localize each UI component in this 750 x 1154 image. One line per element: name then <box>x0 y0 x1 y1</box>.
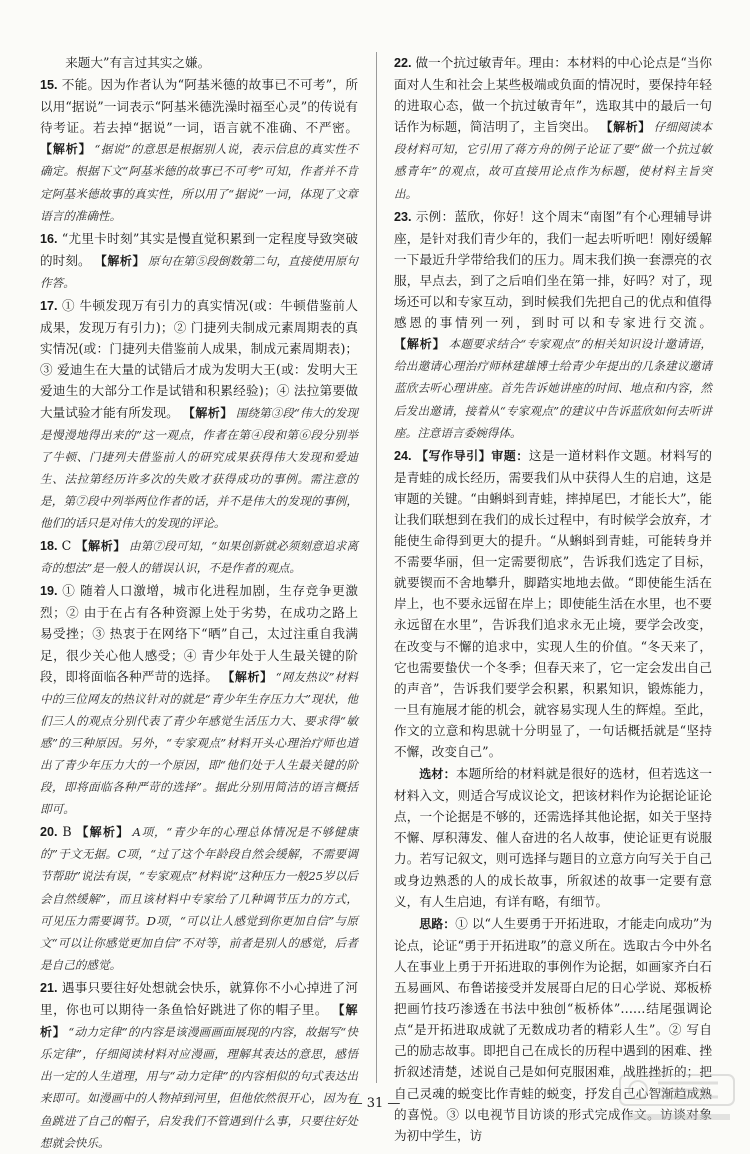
answer-text: 遇事只要往好处想就会快乐，就算你不小心掉进了河里，你也可以期待一条鱼恰好跳进了你的帽子里。 <box>40 979 359 1018</box>
analysis-text: 本题要求结合“专家观点”的相关知识设计邀请语，给出邀请心理治疗师林建雄博士给青少年提出的几条建议邀请蓝欣去听心理讲座。首先告诉她讲座的时间、地点和内容，然后发出邀请，接着从“专家观点”的建议中告诉蓝欣如何去听讲座。注意语言委婉得体。 <box>394 337 712 440</box>
question-number: 16. <box>40 231 58 246</box>
answer-text: C <box>61 538 72 554</box>
section-body: 这是一道材料作文题。材料写的是青蛙的成长经历，需要我们从中获得人生的启迪，这是审题的关键。“由蝌蚪到青蛙，摔掉尾巴，才能长大”，能让我们联想到在我们的成长过程中，有时候学会放弃，才能使生命得到更大的提升。“从蝌蚪到青蛙，可能转身并不需要华丽，但一定需要彻底”，告诉我们选定了目标，就要锲而不舍地攀升，脚踏实地地去做。“即使能生活在岸上，也不要永远留在岸上；即使能生活在水里，也不要永远留在水里”，告诉我们追求永无止境，要学会改变，在改变与不懈的追求中，实现人生的价值。“冬天来了，它也需要蛰伏一个冬季；但春天来了，它一定会发出自己的声音”，告诉我们要学会积累，积累知识，锻炼能力，一旦有施展才能的机会，就容易实现人生的辉煌。至此，作文的立意和构思就十分明显了，一句话概括就是“坚持不懈，改变自己”。 <box>394 447 712 759</box>
answer-text: 示例：蓝欣，你好！这个周末“南图”有个心理辅导讲座，是针对我们青少年的，我们一起去听听吧！刚好缓解一下最近升学带给我们的压力。周末我们换一套漂亮的衣服，早点去，到了之后咱们坐在第一排，好吗？对了，现场还可以和专家互动，到时候我们先把自己的优点和值得感恩的事情列一列，到时可以和专家进行交流。 <box>394 208 712 331</box>
watermark-logo <box>618 1073 736 1125</box>
analysis-text: “据说”的意思是根据别人说，表示信息的真实性不确定。根据下文“阿基米德的故事已不可考”可知，作者并不肯定阿基米德故事的真实性，所以用了“据说”一词，体现了文章语言的准确性。 <box>40 142 358 223</box>
analysis-label: 【解析】 <box>394 337 446 352</box>
analysis-text: “网友热议”材料中的三位网友的热议针对的就是“青少年生存压力大”现状，他们三人的观点分别代表了青少年感觉生活压力大、要求得“敏感”的三种原因。另外，“专家观点”材料开头心理治疗师也道出了青少年压力大的一个原因，即“他们处于人生最关键的阶段，即将面临各种严苛的选择”。据此分别用简洁的语言概括即可。 <box>40 669 358 817</box>
analysis-text: “动力定律”的内容是该漫画画面展现的内容，故据写“快乐定律”，仔细阅读材料对应漫画，理解其表达的意思，感悟出一定的人生道理，用与“动力定律”的内容相似的句式表达出来即可。如漫画中的人物掉到河里，但他依然很开心，因为有鱼跳进了自己的帽子，启发我们不管遇到什么事，只要往好处想就会快乐。 <box>40 1025 358 1150</box>
question-number: 20. <box>40 825 58 840</box>
section-body: ① 以“人生要勇于开拓进取，才能走向成功”为论点，论证“勇于开拓进取”的意义所在。选取古今中外名人在事业上勇于开拓进取的事例作为论据，如画家齐白石五易画风、布鲁诺接受并发展哥白尼的日心学说、郑板桥把画竹技巧渗透在书法中独创“板桥体”……结尾强调论点“是开拓进取成就了无数成功者的精彩人生”。② 写自己的励志故事。即把自己在成长的历程中遇到的困难、挫折叙述清楚，述说自己是如何克服困难，战胜挫折的；把自己灵魂的蜕变比作青蛙的蜕变，抒发自己心智渐趋成熟的喜悦。③ 以电视节目访谈的形式完成作文。访谈对象为初中学生，访 <box>394 915 712 1143</box>
answer-item <box>40 580 358 820</box>
answer-item <box>394 52 712 205</box>
answer-item <box>40 535 358 579</box>
analysis-text: A项，“青少年的心理总体情况是不够健康的”于文无据。C项，“过了这个年龄段自然会缓解，不需要调节帮助”说法有误，“专家观点”材料说“这种压力一般25岁以后会自然缓解”，而且该材料中专家给了几种调节压力的方式，可见压力需要调节。D项，“可以让人感觉到你更加自信”与原文“可以让你感觉更加自信”不对等，前者是别人的感觉，后者是自己的感觉。 <box>40 825 358 972</box>
answer-item <box>40 74 358 227</box>
answer-item <box>40 821 358 976</box>
question-number: 23. <box>394 209 412 224</box>
answer-text: ① 随着人口激增，城市化进程加剧，生存竞争更激烈；② 由于在占有各种资源上处于劣势，在成功之路上易受挫；③ 热衷于在网络下“晒”自己，太过注重自我满足，很少关心他人感受；④ 青少年处于人生最关键的阶段，即将面临各种严苛的选择。 <box>40 583 358 684</box>
column-divider <box>376 52 377 1083</box>
analysis-label: 【解析】 <box>600 120 651 135</box>
section-body: 本题所给的材料就是很好的选材，但若选这一材料入文，则适合写成议论文，把该材料作为论据论证论点，一个论据是不够的，还需选择其他论据，如关于坚持不懈、厚积薄发、催人奋进的名人故事，使论证更有说服力。若写记叙文，则可选择与题目的立意方向写关于自己或身边熟悉的人的成长故事，所叙述的故事一定要有意义，有人生启迪，有详有略，有细节。 <box>394 766 712 909</box>
analysis-label: 【解析】 <box>182 405 233 420</box>
section-heading: 【写作导引】审题： <box>416 448 529 463</box>
analysis-text: 仔细阅读本段材料可知，它引用了蒋方舟的例子论证了要“做一个抗过敏感青年”的观点，故可直接用论点作为标题，使材料主旨突出。 <box>394 120 712 201</box>
answer-item <box>394 445 712 762</box>
answer-item <box>394 206 712 444</box>
analysis-text: 由第⑦段可知，“如果创新就必须刻意追求离奇的想法”是一般人的错误认识，不是作者的观点。 <box>40 539 358 576</box>
answer-item <box>40 52 358 73</box>
answer-text: ① 牛顿发现万有引力的真实情况(或：牛顿借鉴前人成果，发现万有引力)；② 门捷列夫制成元素周期表的真实情况(或：门捷列夫借鉴前人成果，制成元素周期表)；③ 爱迪生在大量的试错后才成为发明大王(或：发明大王爱迪生的大部分工作是试错和积累经验)；④ 法拉第要做大量试验才能有所发现。 <box>40 298 358 420</box>
analysis-label: 【解析】 <box>76 825 130 840</box>
question-number: 19. <box>40 584 58 599</box>
analysis-text: 原句在第⑤段倒数第二句，直接使用原句作答。 <box>40 253 358 290</box>
left-column <box>40 52 359 1150</box>
analysis-text: 围绕第③段“伟大的发现是慢漫地得出来的”这一观点，作者在第④段和第⑥段分别举了牛顿、门捷列夫借鉴前人的研究成果获得伟大发现和爱迪生、法拉第经历许多次的失败才获得成功的事例。需注意的是，第⑦段中列举两位作者的话，并不是伟大的发现的事例，他们的话只是对伟大的发现的评论。 <box>40 405 358 530</box>
answer-text: 做一个抗过敏青年。理由：本材料的中心论点是“当你面对人生和社会上某些极端或负面的情况时，要保持年轻的进取心态，做一个抗过敏青年”，选取其中的最后一句话作为标题，简洁明了，主旨突出。 <box>394 55 712 135</box>
page-number: — 31 — <box>349 1096 401 1111</box>
question-number: 15. <box>40 78 58 93</box>
analysis-label: 【解析】 <box>222 669 273 684</box>
question-number: 21. <box>40 980 58 995</box>
answer-item <box>394 763 712 912</box>
section-heading: 思路： <box>419 916 456 931</box>
answer-item <box>40 228 358 294</box>
question-number: 17. <box>40 299 58 314</box>
analysis-label: 【解析】 <box>75 539 127 554</box>
analysis-label: 【解析】 <box>40 1003 358 1040</box>
answer-text: 不能。因为作者认为“阿基米德的故事已不可考”，所以用“据说”一词表示“阿基米德洗澡时福至心灵”的传说有待考证。若去掉“据说”一词，语言就不准确、不严密。 <box>40 77 358 136</box>
analysis-label: 【解析】 <box>40 142 92 157</box>
answer-text: 来题大”有言过其实之嫌。 <box>65 55 211 70</box>
analysis-label: 【解析】 <box>94 253 146 268</box>
answer-item <box>40 295 358 534</box>
question-number: 24. <box>394 448 412 463</box>
right-column <box>394 52 712 1143</box>
answer-text: “尤里卡时刻”其实是慢直觉积累到一定程度导致突破的时刻。 <box>40 230 358 268</box>
section-heading: 选材： <box>419 767 456 782</box>
question-number: 18. <box>40 539 58 554</box>
answer-text: B <box>62 824 72 840</box>
answer-item <box>40 977 358 1154</box>
question-number: 22. <box>394 56 412 70</box>
